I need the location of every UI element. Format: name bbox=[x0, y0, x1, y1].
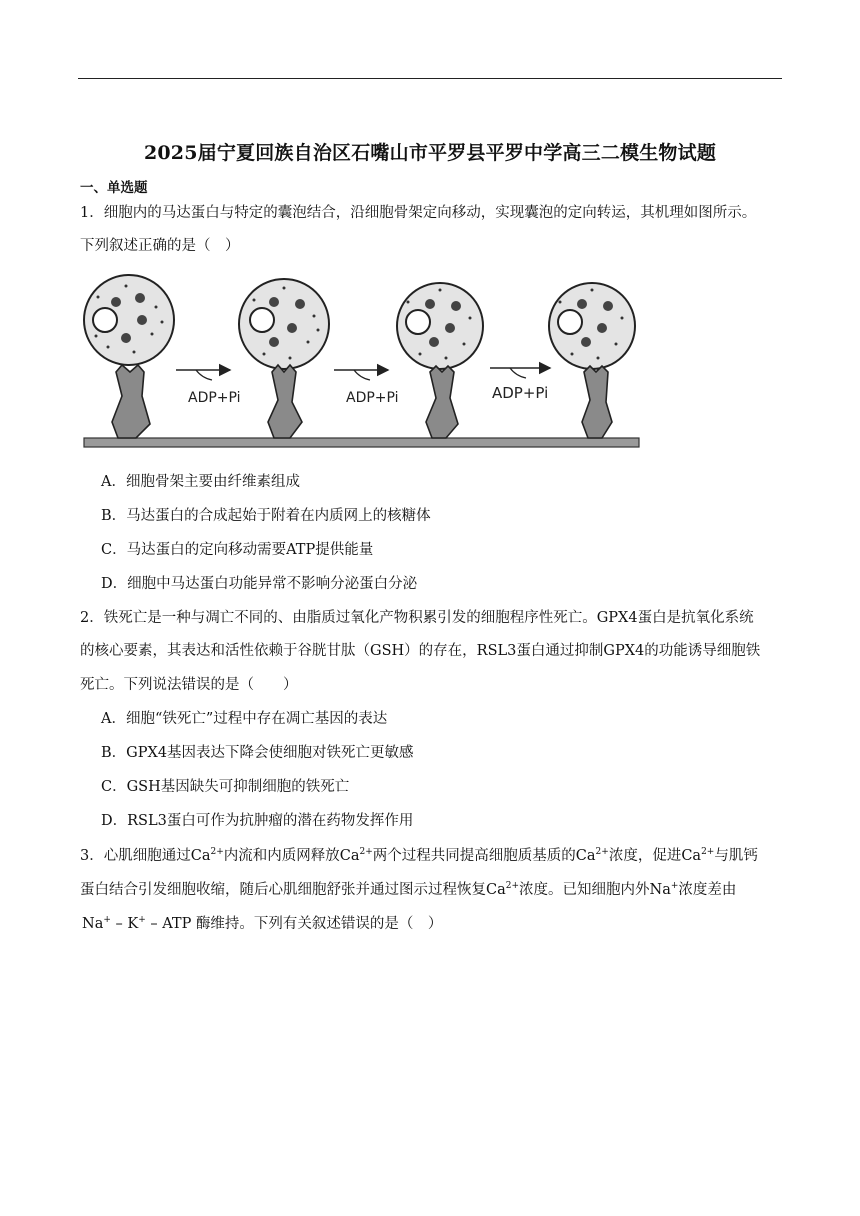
vesicle-stage-1 bbox=[84, 275, 174, 438]
q2-stem-line-1: 2．铁死亡是一种与凋亡不同的、由脂质过氧化产物积累引发的细胞程序性死亡。GPX4蛋白是抗氧化系统 bbox=[80, 610, 754, 626]
q3-ion-k: K bbox=[127, 916, 139, 932]
q3-ion-na: Na bbox=[649, 882, 671, 898]
q3-ion-ca: Ca bbox=[190, 848, 211, 864]
q3-ion-ca: Ca bbox=[339, 848, 360, 864]
header-rule bbox=[78, 78, 782, 79]
q3-stem-line-1 bbox=[80, 846, 758, 866]
motor-protein-figure bbox=[78, 272, 644, 454]
q3-ion-na-charge: + bbox=[670, 881, 679, 891]
adp-label-3: ADP+Pi bbox=[492, 384, 549, 402]
q3-ion-ca-charge: 2+ bbox=[595, 847, 609, 857]
q1-option-c: C．马达蛋白的定向移动需要ATP提供能量 bbox=[101, 542, 374, 558]
q1-option-a: A．细胞骨架主要由纤维素组成 bbox=[101, 474, 300, 490]
q2-option-a: A．细胞“铁死亡”过程中存在凋亡基因的表达 bbox=[101, 711, 388, 727]
q3-text: 浓度。已知细胞内外 bbox=[519, 882, 650, 898]
q3-ion-ca: Ca bbox=[486, 882, 506, 898]
q3-ion-ca-charge: 2+ bbox=[210, 847, 224, 857]
atp-arrow-2 bbox=[334, 370, 399, 406]
q3-ion-ca-charge: 2+ bbox=[359, 847, 373, 857]
q3-ion-k-charge: + bbox=[138, 915, 146, 925]
q3-ion-ca-charge: 2+ bbox=[505, 881, 520, 891]
vesicle-stage-3 bbox=[397, 283, 483, 438]
q3-text: 酶维持。下列有关叙述错误的是（ ） bbox=[195, 916, 443, 932]
q1-option-b: B．马达蛋白的合成起始于附着在内质网上的核糖体 bbox=[101, 508, 431, 524]
atp-arrow-1 bbox=[176, 370, 241, 406]
q3-text: 3．心肌细胞通过 bbox=[80, 848, 191, 864]
adp-label-2: ADP+Pi bbox=[346, 390, 399, 406]
q2-stem-line-3: 死亡。下列说法错误的是（ ） bbox=[80, 677, 298, 693]
q3-stem-line-2 bbox=[80, 880, 736, 900]
atp-arrow-3 bbox=[490, 368, 550, 402]
q3-ion-ca-charge: 2+ bbox=[701, 847, 715, 857]
q3-text: 两个过程共同提高细胞质基质的 bbox=[372, 848, 576, 864]
q2-option-c: C．GSH基因缺失可抑制细胞的铁死亡 bbox=[101, 779, 350, 795]
q3-ion-na-charge: + bbox=[103, 915, 111, 925]
q3-dash: – bbox=[110, 916, 128, 932]
q3-ion-ca: Ca bbox=[575, 848, 596, 864]
cytoskeleton-track bbox=[84, 438, 639, 447]
q3-text: 浓度，促进 bbox=[608, 848, 682, 864]
adp-label-1: ADP+Pi bbox=[188, 390, 241, 406]
q3-text: 蛋白结合引发细胞收缩，随后心肌细胞舒张并通过图示过程恢复 bbox=[80, 882, 486, 898]
q3-text: 浓度差由 bbox=[678, 882, 737, 898]
q2-option-d: D．RSL3蛋白可作为抗肿瘤的潜在药物发挥作用 bbox=[101, 813, 414, 829]
vesicle-stage-2 bbox=[239, 279, 329, 438]
q2-option-b: B．GPX4基因表达下降会使细胞对铁死亡更敏感 bbox=[101, 745, 414, 761]
q1-stem-line-2: 下列叙述正确的是（ ） bbox=[80, 238, 240, 254]
q3-stem-line-3 bbox=[82, 914, 442, 934]
q3-ion-ca: Ca bbox=[681, 848, 702, 864]
q1-stem-line-1: 1．细胞内的马达蛋白与特定的囊泡结合，沿细胞骨架定向移动，实现囊泡的定向转运，其机理如图所示。 bbox=[80, 205, 757, 221]
q3-ion-na: Na bbox=[82, 916, 104, 932]
section-heading: 一、单选题 bbox=[80, 180, 148, 196]
q2-stem-line-2: 的核心要素，其表达和活性依赖于谷胱甘肽（GSH）的存在，RSL3蛋白通过抑制GPX4的功能诱导细胞铁 bbox=[80, 643, 761, 659]
q1-option-d: D．细胞中马达蛋白功能异常不影响分泌蛋白分泌 bbox=[101, 576, 418, 592]
page-title: 2025届宁夏回族自治区石嘴山市平罗县平罗中学高三二模生物试题 bbox=[143, 142, 717, 164]
vesicle-stage-4 bbox=[549, 283, 635, 438]
q3-atp: – ATP bbox=[145, 916, 196, 932]
q3-text: 内流和内质网释放 bbox=[223, 848, 340, 864]
q3-text: 与肌钙 bbox=[714, 848, 758, 864]
